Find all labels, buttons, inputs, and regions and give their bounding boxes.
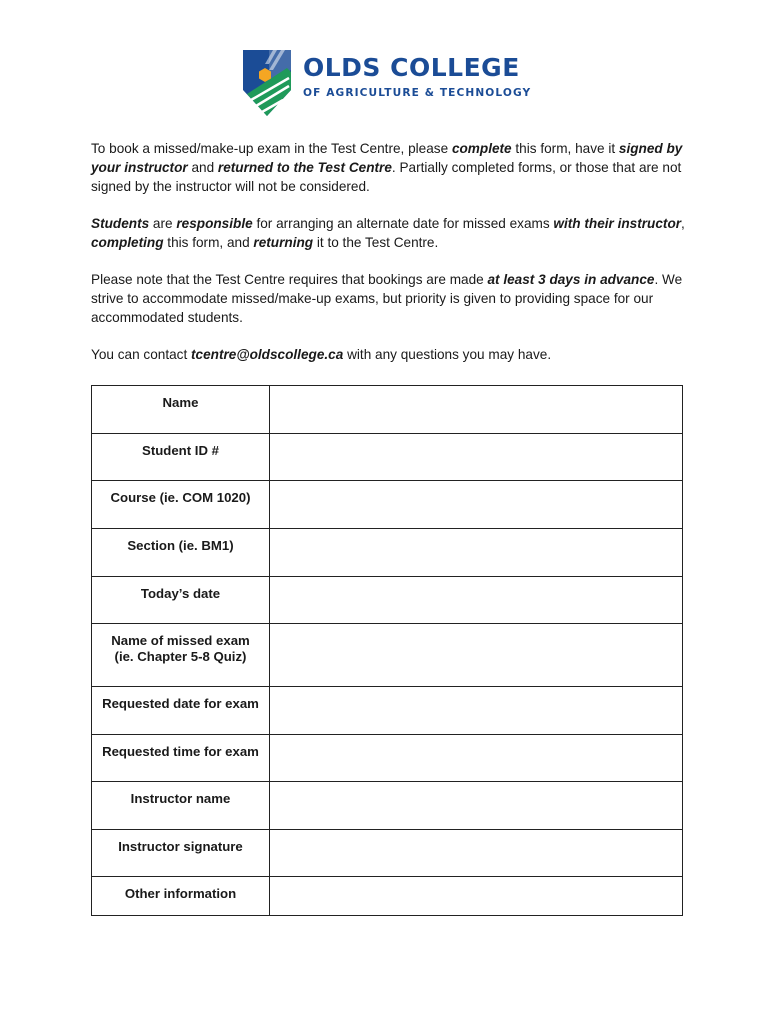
emphasis-text: Students <box>91 216 150 231</box>
logo-subtitle: OF AGRICULTURE & TECHNOLOGY <box>303 87 532 99</box>
college-shield-icon <box>243 46 291 116</box>
emphasis-text: completing <box>91 235 164 250</box>
logo-title: OLDS COLLEGE <box>303 53 520 82</box>
body-text: Please note that the Test Centre requires that bookings are made <box>91 272 488 287</box>
form-row <box>92 386 683 434</box>
body-text: , <box>681 216 685 231</box>
form-row <box>92 577 683 624</box>
emphasis-text: returning <box>253 235 314 250</box>
form-field-input[interactable] <box>270 877 683 916</box>
form-field-input[interactable] <box>270 481 683 529</box>
body-text: To book a missed/make-up exam in the Test Centre, please <box>91 141 452 156</box>
emphasis-text: complete <box>451 141 512 156</box>
body-text: for arranging an alternate date for missed exams <box>252 216 554 231</box>
form-row <box>92 434 683 481</box>
form-row <box>92 735 683 782</box>
body-text: it to the Test Centre. <box>313 235 439 250</box>
form-row <box>92 481 683 529</box>
body-text: . Partially completed forms, or those that are not signed by the instructor will not be considered. <box>91 160 682 194</box>
form-field-label: Instructor name <box>92 782 270 830</box>
body-text: . We strive to accommodate missed/make-up exams, but priority is given to providing space for our accommodated students. <box>91 272 683 325</box>
form-field-input[interactable] <box>270 624 683 687</box>
emphasis-text: returned to the Test Centre <box>217 160 392 175</box>
form-field-input[interactable] <box>270 687 683 735</box>
emphasis-text: responsible <box>176 216 253 231</box>
form-field-label: Name <box>92 386 270 434</box>
instructions-paragraph-advance-notice <box>91 270 691 327</box>
body-text: this form, and <box>163 235 254 250</box>
form-row <box>92 529 683 577</box>
form-field-label: Other information <box>92 877 270 916</box>
form-row <box>92 624 683 687</box>
form-field-input[interactable] <box>270 577 683 624</box>
form-field-label: Today’s date <box>92 577 270 624</box>
emphasis-text: at least 3 days in advance <box>487 272 655 287</box>
body-text: this form, have it <box>511 141 619 156</box>
body-text: You can contact <box>91 347 192 362</box>
instructions-paragraph-contact <box>91 345 691 364</box>
form-row <box>92 782 683 830</box>
emphasis-text: signed by your instructor <box>91 141 683 175</box>
form-row <box>92 687 683 735</box>
form-field-input[interactable] <box>270 782 683 830</box>
body-text: and <box>187 160 218 175</box>
form-field-input[interactable] <box>270 830 683 877</box>
form-field-label: Student ID # <box>92 434 270 481</box>
form-field-label: Name of missed exam (ie. Chapter 5-8 Quiz) <box>92 624 270 687</box>
form-field-label: Requested date for exam <box>92 687 270 735</box>
form-row <box>92 830 683 877</box>
form-field-input[interactable] <box>270 386 683 434</box>
instructions-paragraph-responsibility <box>91 214 691 252</box>
form-row <box>92 877 683 916</box>
booking-form-table <box>91 385 683 916</box>
form-field-input[interactable] <box>270 434 683 481</box>
emphasis-text: tcentre@oldscollege.ca <box>191 347 344 362</box>
form-field-label: Requested time for exam <box>92 735 270 782</box>
emphasis-text: with their instructor <box>553 216 682 231</box>
form-field-input[interactable] <box>270 529 683 577</box>
body-text: with any questions you may have. <box>343 347 552 362</box>
instructions-paragraph-booking <box>91 139 691 196</box>
form-field-input[interactable] <box>270 735 683 782</box>
form-field-label: Course (ie. COM 1020) <box>92 481 270 529</box>
form-field-label: Instructor signature <box>92 830 270 877</box>
instructions <box>91 139 691 382</box>
college-logo <box>243 46 543 118</box>
form-field-label: Section (ie. BM1) <box>92 529 270 577</box>
body-text: are <box>149 216 177 231</box>
